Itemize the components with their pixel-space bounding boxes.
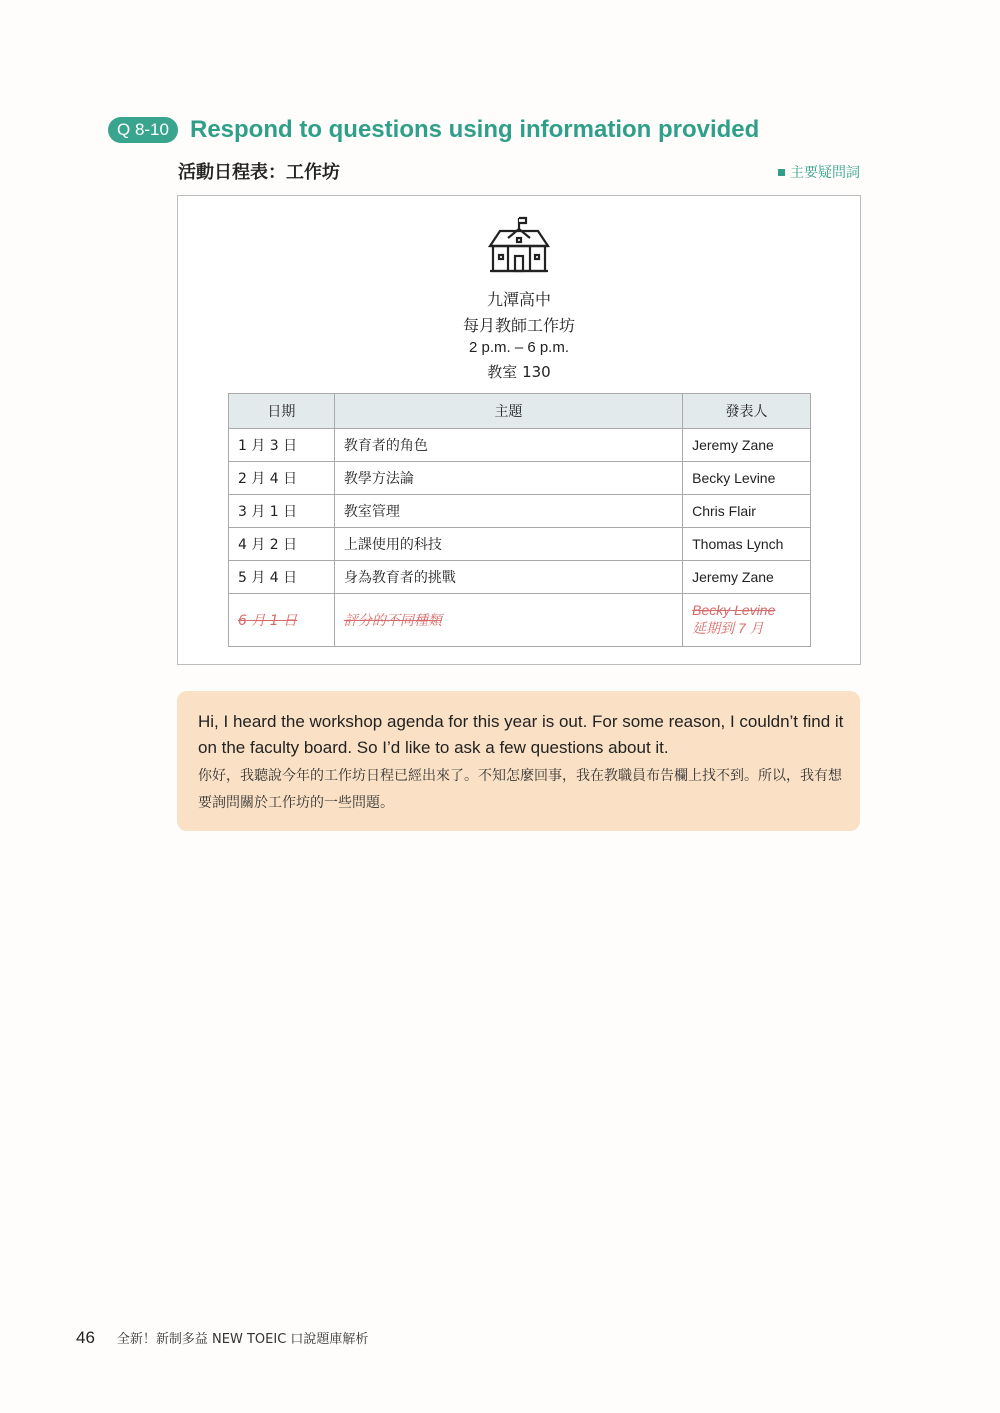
table-header-row xyxy=(229,394,811,429)
workshop-name: 每月教師工作坊 xyxy=(462,316,575,335)
cell-topic: 教學方法論 xyxy=(334,462,682,495)
schedule-table xyxy=(228,393,811,647)
section-subtitle: 活動日程表：工作坊 xyxy=(178,162,340,183)
book-title: 全新！新制多益 NEW TOEIC 口說題庫解析 xyxy=(116,1332,369,1347)
cell-date: 1 月 3 日 xyxy=(229,429,335,462)
cell-presenter: Thomas Lynch xyxy=(683,528,811,561)
square-bullet-icon xyxy=(778,169,785,176)
cancelled-topic: 評分的不同種類 xyxy=(343,613,442,629)
column-header-topic: 主題 xyxy=(334,394,682,429)
cancelled-table-row xyxy=(229,594,811,647)
dialogue-chinese: 你好，我聽說今年的工作坊日程已經出來了。不知怎麼回事，我在教職員布告欄上找不到。所以，我有想要詢問關於工作坊的一些問題。 xyxy=(198,768,842,811)
column-header-date: 日期 xyxy=(229,394,335,429)
cell-presenter: Chris Flair xyxy=(683,495,811,528)
cancelled-presenter: Becky Levine xyxy=(692,602,776,618)
schedule-panel xyxy=(177,195,861,665)
cell-topic: 教育者的角色 xyxy=(334,429,682,462)
cell-date: 3 月 1 日 xyxy=(229,495,335,528)
keyword-legend xyxy=(778,162,860,182)
table-row xyxy=(229,429,811,462)
school-name: 九潭高中 xyxy=(486,290,551,309)
table-row xyxy=(229,528,811,561)
table-row xyxy=(229,462,811,495)
cell-date-cancelled xyxy=(229,594,335,647)
dialogue-box xyxy=(177,691,860,831)
table-row xyxy=(229,561,811,594)
cell-date: 5 月 4 日 xyxy=(229,561,335,594)
cell-topic: 教室管理 xyxy=(334,495,682,528)
cell-topic-cancelled xyxy=(334,594,682,647)
column-header-presenter: 發表人 xyxy=(683,394,811,429)
cell-topic: 身為教育者的挑戰 xyxy=(334,561,682,594)
section-title: Respond to questions using information provided xyxy=(189,116,760,143)
page-number: 46 xyxy=(76,1328,95,1347)
cell-date: 2 月 4 日 xyxy=(229,462,335,495)
keyword-label: 主要疑問詞 xyxy=(790,165,860,181)
cell-topic: 上課使用的科技 xyxy=(334,528,682,561)
cancelled-date: 6 月 1 日 xyxy=(238,613,298,629)
school-building-icon xyxy=(488,216,550,274)
cell-presenter-cancelled xyxy=(683,594,811,647)
cell-date: 4 月 2 日 xyxy=(229,528,335,561)
workshop-time: 2 p.m. – 6 p.m. xyxy=(468,339,570,356)
dialogue-english: Hi, I heard the workshop agenda for this year is out. For some reason, I couldn’t find it on the faculty board. So I’d like to ask a few questions about it. xyxy=(198,712,844,757)
question-badge: Q 8-10 xyxy=(108,117,178,143)
workshop-room: 教室 130 xyxy=(487,363,551,381)
section-header xyxy=(108,116,759,144)
page-footer xyxy=(76,1328,368,1348)
cell-presenter: Jeremy Zane xyxy=(683,561,811,594)
table-row xyxy=(229,495,811,528)
postponed-note: 延期到 7 月 xyxy=(692,620,764,636)
cell-presenter: Becky Levine xyxy=(683,462,811,495)
cell-presenter: Jeremy Zane xyxy=(683,429,811,462)
